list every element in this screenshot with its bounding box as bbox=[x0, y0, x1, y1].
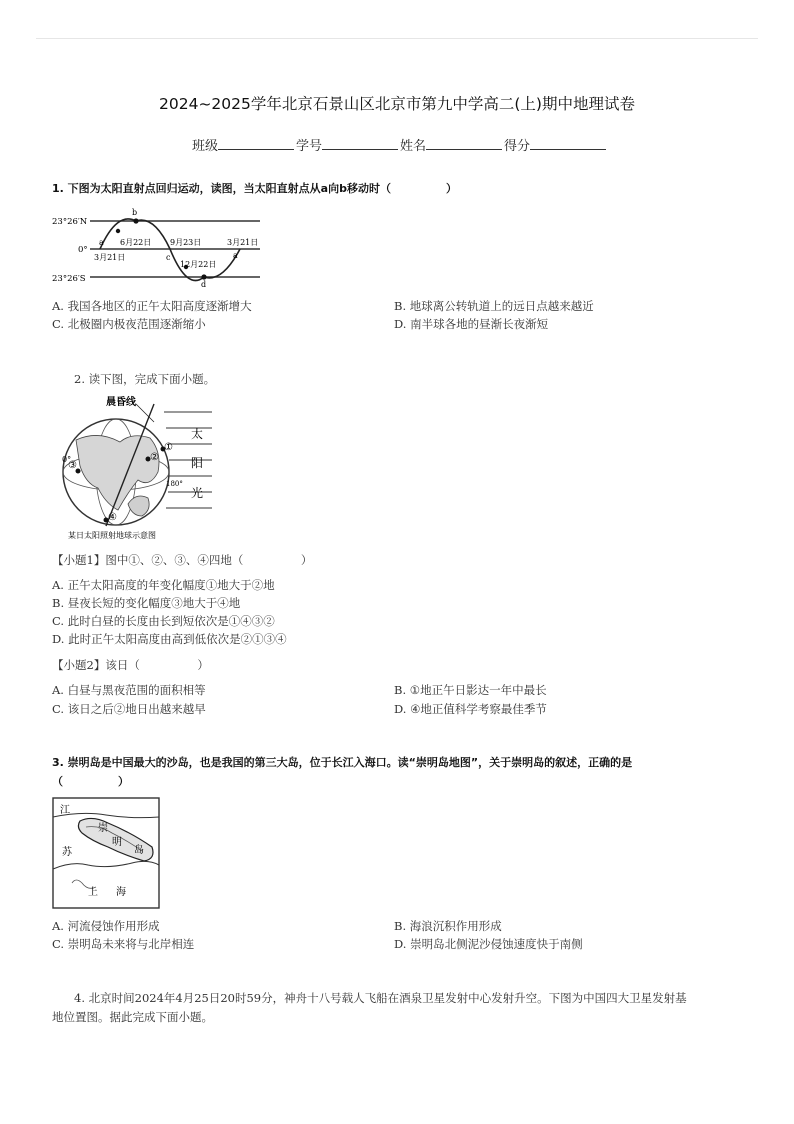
point-1-label: ① bbox=[164, 442, 173, 453]
label-jiang: 江 bbox=[60, 805, 70, 816]
q3-option-a[interactable]: A. 河流侵蚀作用形成 bbox=[52, 919, 160, 933]
class-label: 班级 bbox=[192, 139, 219, 154]
q3-chongming-map bbox=[52, 797, 160, 909]
q4-stem-line1: 4. 北京时间2024年4月25日20时59分，神舟十八号载人飞船在酒泉卫星发射中心发射升空。下图为中国四大卫星发射基 bbox=[74, 991, 687, 1005]
label-chong: 崇 bbox=[98, 823, 108, 834]
point-3-label: ③ bbox=[68, 460, 77, 471]
q2-stem: 2. 读下图，完成下面小题。 bbox=[74, 372, 216, 386]
point-4-label: ④ bbox=[108, 512, 117, 523]
longitude-0-label: 0° bbox=[62, 455, 72, 464]
q2-sub2-option-b[interactable]: B. ①地正午日影达一年中最长 bbox=[394, 683, 547, 697]
point-2-label: ② bbox=[150, 452, 159, 463]
q1-sun-path-figure bbox=[52, 205, 267, 290]
date-dec22: 12月22日 bbox=[180, 260, 217, 269]
q4-stem-line2: 地位置图。据此完成下面小题。 bbox=[52, 1010, 213, 1024]
label-ming: 明 bbox=[112, 837, 122, 848]
q2-sub1-stem: 【小题1】图中①、②、③、④四地（ ） bbox=[52, 553, 313, 567]
label-d: d bbox=[201, 280, 207, 289]
q1-option-d[interactable]: D. 南半球各地的昼渐长夜渐短 bbox=[394, 317, 549, 331]
longitude-180-label: 180° bbox=[166, 480, 183, 488]
q3-option-b[interactable]: B. 海浪沉积作用形成 bbox=[394, 919, 502, 933]
label-hai: 海 bbox=[116, 887, 126, 898]
label-a: a bbox=[99, 238, 104, 247]
q2-sub2-stem: 【小题2】该日（ ） bbox=[52, 658, 209, 672]
score-blank[interactable] bbox=[530, 135, 606, 150]
sun-char-2: 阳 bbox=[191, 456, 204, 470]
q1-stem: 1. 下图为太阳直射点回归运动，读图，当太阳直射点从a向b移动时（ ） bbox=[52, 182, 457, 195]
figure-caption: 某日太阳照射地球示意图 bbox=[68, 531, 156, 540]
q2-sub2-option-c[interactable]: C. 该日之后②地日出越来越早 bbox=[52, 702, 206, 716]
q3-stem-line2: （ ） bbox=[52, 775, 129, 788]
page-title: 2024~2025学年北京石景山区北京市第九中学高二(上)期中地理试卷 bbox=[159, 95, 635, 113]
date-mar21-end: 3月21日 bbox=[227, 238, 259, 247]
q1-option-c[interactable]: C. 北极圈内极夜范围逐渐缩小 bbox=[52, 317, 206, 331]
q2-sub1-option-d[interactable]: D. 此时正午太阳高度由高到低依次是②①③④ bbox=[52, 632, 287, 646]
point-a-dot bbox=[116, 229, 120, 233]
class-blank[interactable] bbox=[218, 135, 294, 150]
point-d-dot bbox=[201, 274, 206, 279]
q2-sub1-option-b[interactable]: B. 昼夜长短的变化幅度③地大于④地 bbox=[52, 596, 241, 610]
score-label: 得分 bbox=[504, 139, 531, 154]
terminator-pointer bbox=[136, 404, 154, 422]
date-sep23: 9月23日 bbox=[170, 238, 202, 247]
q3-stem-line1: 3. 崇明岛是中国最大的沙岛，也是我国的第三大岛，位于长江入海口。读“崇明岛地图”，关于崇明岛的叙述，正确的是 bbox=[52, 756, 633, 769]
label-a-end: a bbox=[233, 251, 238, 260]
lat-zero-label: 0° bbox=[78, 245, 88, 255]
point-b-dot bbox=[133, 218, 138, 223]
label-c: c bbox=[166, 253, 171, 262]
q3-option-c[interactable]: C. 崇明岛未来将与北岸相连 bbox=[52, 937, 195, 951]
name-blank[interactable] bbox=[426, 135, 502, 150]
label-b: b bbox=[132, 208, 138, 217]
student-info-row bbox=[192, 135, 608, 154]
label-su: 苏 bbox=[62, 847, 72, 858]
sun-char-1: 太 bbox=[191, 427, 204, 441]
q1-option-b[interactable]: B. 地球离公转轨道上的远日点越来越近 bbox=[394, 299, 594, 313]
q2-sub2-option-a[interactable]: A. 白昼与黑夜范围的面积相等 bbox=[52, 683, 206, 697]
lat-south-label: 23°26′S bbox=[52, 274, 86, 284]
q2-earth-figure bbox=[58, 392, 218, 542]
lat-north-label: 23°26′N bbox=[52, 217, 88, 227]
q3-option-d[interactable]: D. 崇明岛北侧泥沙侵蚀速度快于南侧 bbox=[394, 937, 583, 951]
label-dao: 岛 bbox=[134, 845, 144, 856]
terminator-label: 晨昏线 bbox=[106, 397, 136, 408]
q1-option-a[interactable]: A. 我国各地区的正午太阳高度逐渐增大 bbox=[52, 299, 252, 313]
label-shang: 上 bbox=[88, 887, 98, 898]
sun-char-3: 光 bbox=[191, 486, 204, 500]
name-label: 姓名 bbox=[400, 139, 427, 154]
q2-sub2-option-d[interactable]: D. ④地正值科学考察最佳季节 bbox=[394, 702, 547, 716]
q2-sub1-option-a[interactable]: A. 正午太阳高度的年变化幅度①地大于②地 bbox=[52, 578, 275, 592]
number-blank[interactable] bbox=[322, 135, 398, 150]
date-jun22: 6月22日 bbox=[120, 238, 152, 247]
number-label: 学号 bbox=[296, 139, 323, 154]
q2-sub1-option-c[interactable]: C. 此时白昼的长度由长到短依次是①④③② bbox=[52, 614, 275, 628]
date-mar21: 3月21日 bbox=[94, 253, 126, 262]
top-divider bbox=[36, 38, 758, 39]
